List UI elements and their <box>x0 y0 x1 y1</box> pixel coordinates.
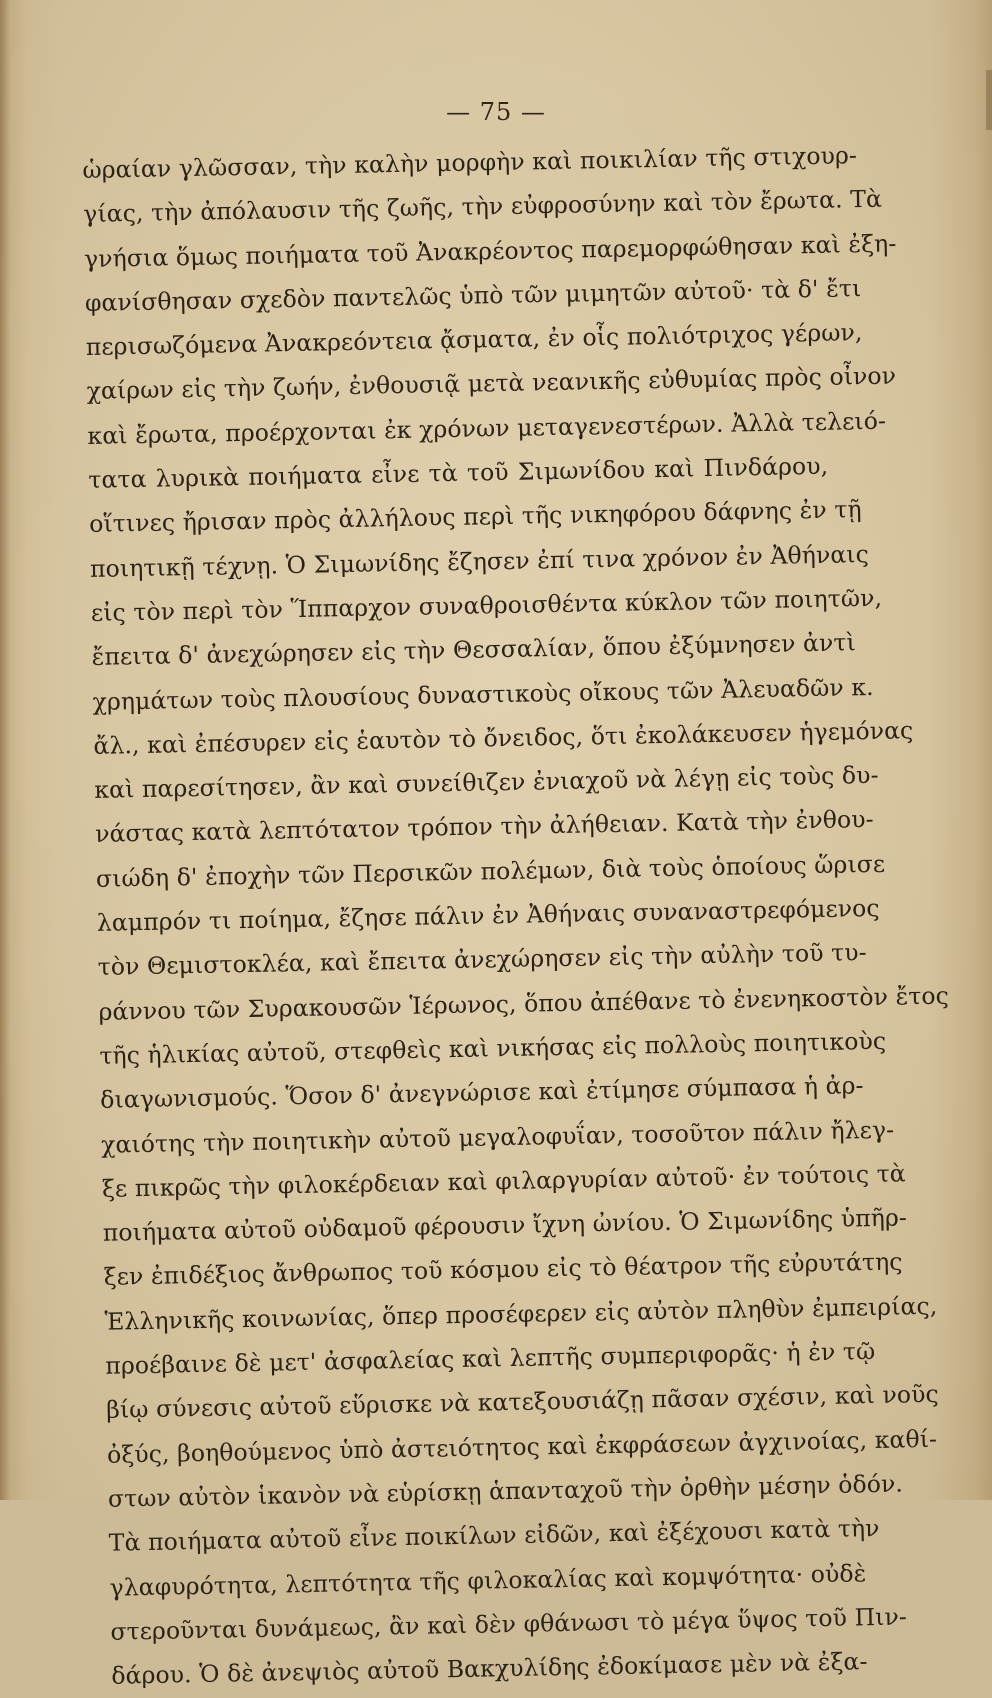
text-line: ὡραίαν γλῶσσαν, τὴν καλὴν μορφὴν καὶ ποικιλίαν τῆς στιχουρ- <box>82 141 858 184</box>
text-line: βίῳ σύνεσις αὐτοῦ εὕρισκε νὰ κατεξουσιάζῃ πᾶσαν σχέσιν, καὶ νοῦς <box>105 1380 939 1425</box>
page-gutter-shadow <box>0 0 10 1500</box>
text-line: λαμπρόν τι ποίημα, ἔζησε πάλιν ἐν Ἀθήναις συναναστρεφόμενος <box>96 893 880 937</box>
text-line: ἄλ., καὶ ἐπέσυρεν εἰς ἑαυτὸν τὸ ὄνειδος, ὅτι ἐκολάκευσεν ἡγεμόνας <box>93 716 914 760</box>
text-line: ἔπειτα δ' ἀνεχώρησεν εἰς τὴν Θεσσαλίαν, ὅπου ἐξύμνησεν ἀντὶ <box>91 628 857 672</box>
text-line: οἵτινες ἤρισαν πρὸς ἀλλήλους περὶ τῆς νικηφόρου δάφνης ἐν τῇ <box>88 495 862 539</box>
text-line: διαγωνισμούς. Ὅσον δ' ἀνεγνώρισε καὶ ἐτίμησε σύμπασα ἡ ἀρ- <box>100 1071 864 1115</box>
text-line: ὀξύς, βοηθούμενος ὑπὸ ἀστειότητος καὶ ἐκφράσεων ἀγχινοίας, καθί- <box>106 1424 938 1469</box>
text-line: χαιότης τὴν ποιητικὴν αὐτοῦ μεγαλοφυΐαν, τοσοῦτον πάλιν ἤλεγ- <box>100 1115 895 1159</box>
text-line: χαίρων εἰς τὴν ζωήν, ἐνθουσιᾷ μετὰ νεανικῆς εὐθυμίας πρὸς οἶνον <box>86 361 897 406</box>
text-line: στων αὐτὸν ἱκανὸν νὰ εὑρίσκῃ ἁπανταχοῦ τὴν ὀρθὴν μέσην ὁδόν. <box>107 1469 904 1513</box>
text-line: στεροῦνται δυνάμεως, ἂν καὶ δὲν φθάνωσι τὸ μέγα ὕψος τοῦ Πιν- <box>110 1602 908 1646</box>
text-line: γνήσια ὅμως ποιήματα τοῦ Ἀνακρέοντος παρεμορφώθησαν καὶ ἐξη- <box>83 228 897 273</box>
text-line: ράννου τῶν Συρακουσῶν Ἱέρωνος, ὅπου ἀπέθανε τὸ ἐνενηκοστὸν ἔτος <box>98 981 950 1026</box>
text-line: τατα λυρικὰ ποιήματα εἶνε τὰ τοῦ Σιμωνίδου καὶ Πινδάρου, <box>88 451 829 495</box>
text-line: ξεν ἐπιδέξιος ἄνθρωπος τοῦ κόσμου εἰς τὸ θέατρον τῆς εὐρυτάτης <box>103 1247 903 1292</box>
page-number: — 75 — <box>446 98 546 126</box>
text-line: ποιητικῇ τέχνῃ. Ὁ Σιμωνίδης ἔζησεν ἐπί τινα χρόνον ἐν Ἀθήναις <box>89 539 870 583</box>
text-line: τὸν Θεμιστοκλέα, καὶ ἔπειτα ἀνεχώρησεν εἰς τὴν αὐλὴν τοῦ τυ- <box>97 938 867 982</box>
text-line: γίας, τὴν ἀπόλαυσιν τῆς ζωῆς, τὴν εὐφροσύνην καὶ τὸν ἔρωτα. Τὰ <box>83 184 883 229</box>
text-line: χρημάτων τοὺς πλουσίους δυναστικοὺς οἴκους τῶν Ἀλευαδῶν κ. <box>92 672 874 716</box>
text-line: δάρου. Ὁ δὲ ἀνεψιὸς αὐτοῦ Βακχυλίδης ἐδοκίμασε μὲν νὰ ἐξα- <box>111 1647 868 1690</box>
body-text <box>82 134 950 1698</box>
text-line: Τὰ ποιήματα αὐτοῦ εἶνε ποικίλων εἰδῶν, καὶ ἐξέχουσι κατὰ τὴν <box>108 1514 880 1557</box>
text-line: ξε πικρῶς τὴν φιλοκέρδειαν καὶ φιλαργυρίαν αὐτοῦ· ἐν τούτοις τὰ <box>101 1159 907 1203</box>
text-line: καὶ παρεσίτησεν, ἂν καὶ συνείθιζεν ἐνιαχοῦ νὰ λέγῃ εἰς τοὺς δυ- <box>94 760 879 805</box>
text-line: προέβαινε δὲ μετ' ἀσφαλείας καὶ λεπτῆς συμπεριφορᾶς· ἡ ἐν τῷ <box>105 1337 876 1380</box>
text-line: εἰς τὸν περὶ τὸν Ἵππαρχον συναθροισθέντα κύκλον τῶν ποιητῶν, <box>90 583 883 627</box>
text-line: περισωζόμενα Ἀνακρεόντεια ᾄσματα, ἐν οἷς πολιότριχος γέρων, <box>85 318 863 362</box>
text-line: φανίσθησαν σχεδὸν παντελῶς ὑπὸ τῶν μιμητῶν αὐτοῦ· τὰ δ' ἔτι <box>84 273 862 317</box>
text-line: Ἑλληνικῆς κοινωνίας, ὅπερ προσέφερεν εἰς αὐτὸν πληθὺν ἐμπειρίας, <box>104 1291 938 1336</box>
text-line: νάστας κατὰ λεπτότατον τρόπον τὴν ἀλήθειαν. Κατὰ τὴν ἐνθου- <box>94 805 874 849</box>
text-line: γλαφυρότητα, λεπτότητα τῆς φιλοκαλίας καὶ κομψότητα· οὐδὲ <box>109 1558 867 1602</box>
text-line: ποιήματα αὐτοῦ οὐδαμοῦ φέρουσιν ἴχνη ὠνίου. Ὁ Σιμωνίδης ὑπῆρ- <box>102 1203 908 1247</box>
text-line: σιώδη δ' ἐποχὴν τῶν Περσικῶν πολέμων, διὰ τοὺς ὁποίους ὥρισε <box>95 849 886 893</box>
text-line: τῆς ἡλικίας αὐτοῦ, στεφθεὶς καὶ νικήσας εἰς πολλοὺς ποιητικοὺς <box>99 1026 887 1070</box>
text-line: καὶ ἔρωτα, προέρχονται ἐκ χρόνων μεταγενεστέρων. Ἀλλὰ τελειό- <box>87 406 887 450</box>
